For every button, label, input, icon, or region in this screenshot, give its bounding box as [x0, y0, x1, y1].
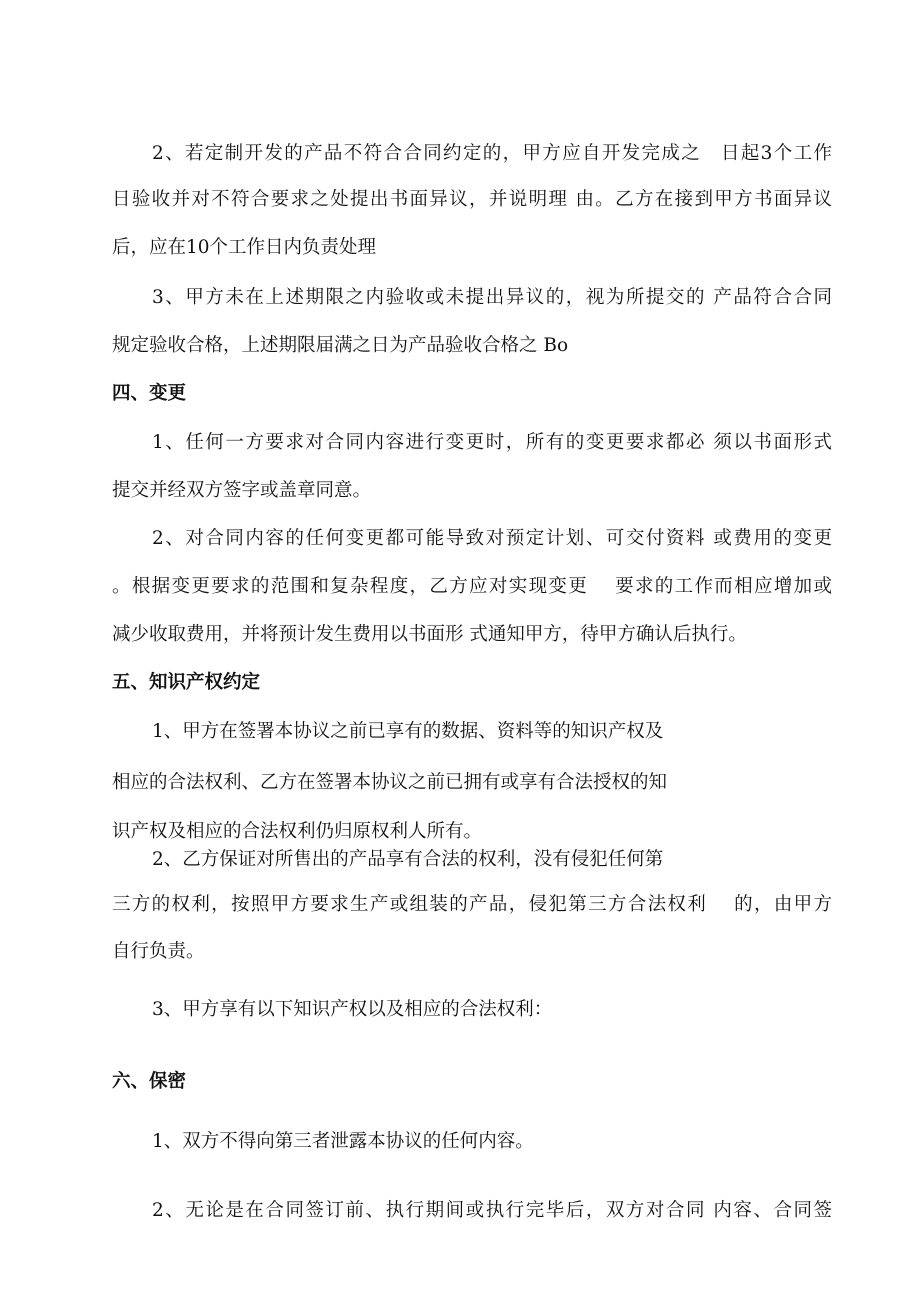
paragraph-line: 2、对合同内容的任何变更都可能导致对预定计划、可交付资料 或费用的变更	[152, 528, 832, 549]
paragraph-line: 3、甲方享有以下知识产权以及相应的合法权利：	[152, 999, 553, 1020]
paragraph-line: 三方的权利，按照甲方要求生产或组装的产品，侵犯第三方合法权利 的，由甲方	[112, 894, 832, 915]
section-heading: 五、知识产权约定	[112, 672, 261, 693]
paragraph-line: 识产权及相应的合法权利仍归原权利人所有。	[112, 821, 483, 842]
paragraph-line: 提交并经双方签字或盖章同意。	[112, 480, 372, 501]
paragraph-line: 2、无论是在合同签订前、执行期间或执行完毕后，双方对合同 内容、合同签	[152, 1200, 832, 1221]
paragraph-line: 1、双方不得向第三者泄露本协议的任何内容。	[152, 1131, 534, 1152]
paragraph-line: 规定验收合格，上述期限届满之日为产品验收合格之 Bo	[112, 335, 569, 356]
paragraph-line: 2、若定制开发的产品不符合合同约定的，甲方应自开发完成之 日起3个工作	[152, 143, 832, 164]
paragraph-line: 相应的合法权利、乙方在签署本协议之前已拥有或享有合法授权的知	[112, 772, 668, 793]
paragraph-line: 2、乙方保证对所售出的产品享有合法的权利，没有侵犯任何第	[152, 849, 664, 870]
section-heading: 六、保密	[112, 1071, 187, 1092]
paragraph-line: 1、任何一方要求对合同内容进行变更时，所有的变更要求都必 须以书面形式	[152, 432, 832, 453]
section-heading: 四、变更	[112, 383, 187, 404]
paragraph-line: 3、甲方未在上述期限之内验收或未提出异议的，视为所提交的 产品符合合同	[152, 287, 832, 308]
paragraph-line: 自行负责。	[112, 941, 205, 962]
paragraph-line: 1、甲方在签署本协议之前已享有的数据、资料等的知识产权及	[152, 721, 664, 742]
paragraph-line: 。根据变更要求的范围和复杂程度，乙方应对实现变更 要求的工作而相应增加或	[112, 576, 832, 597]
paragraph-line: 后，应在10个工作日内负责处理	[112, 237, 377, 258]
paragraph-line: 日验收并对不符合要求之处提出书面异议，并说明理 由。乙方在接到甲方书面异议	[112, 189, 832, 210]
paragraph-line: 减少收取费用，并将预计发生费用以书面形 式通知甲方，待甲方确认后执行。	[112, 624, 747, 645]
